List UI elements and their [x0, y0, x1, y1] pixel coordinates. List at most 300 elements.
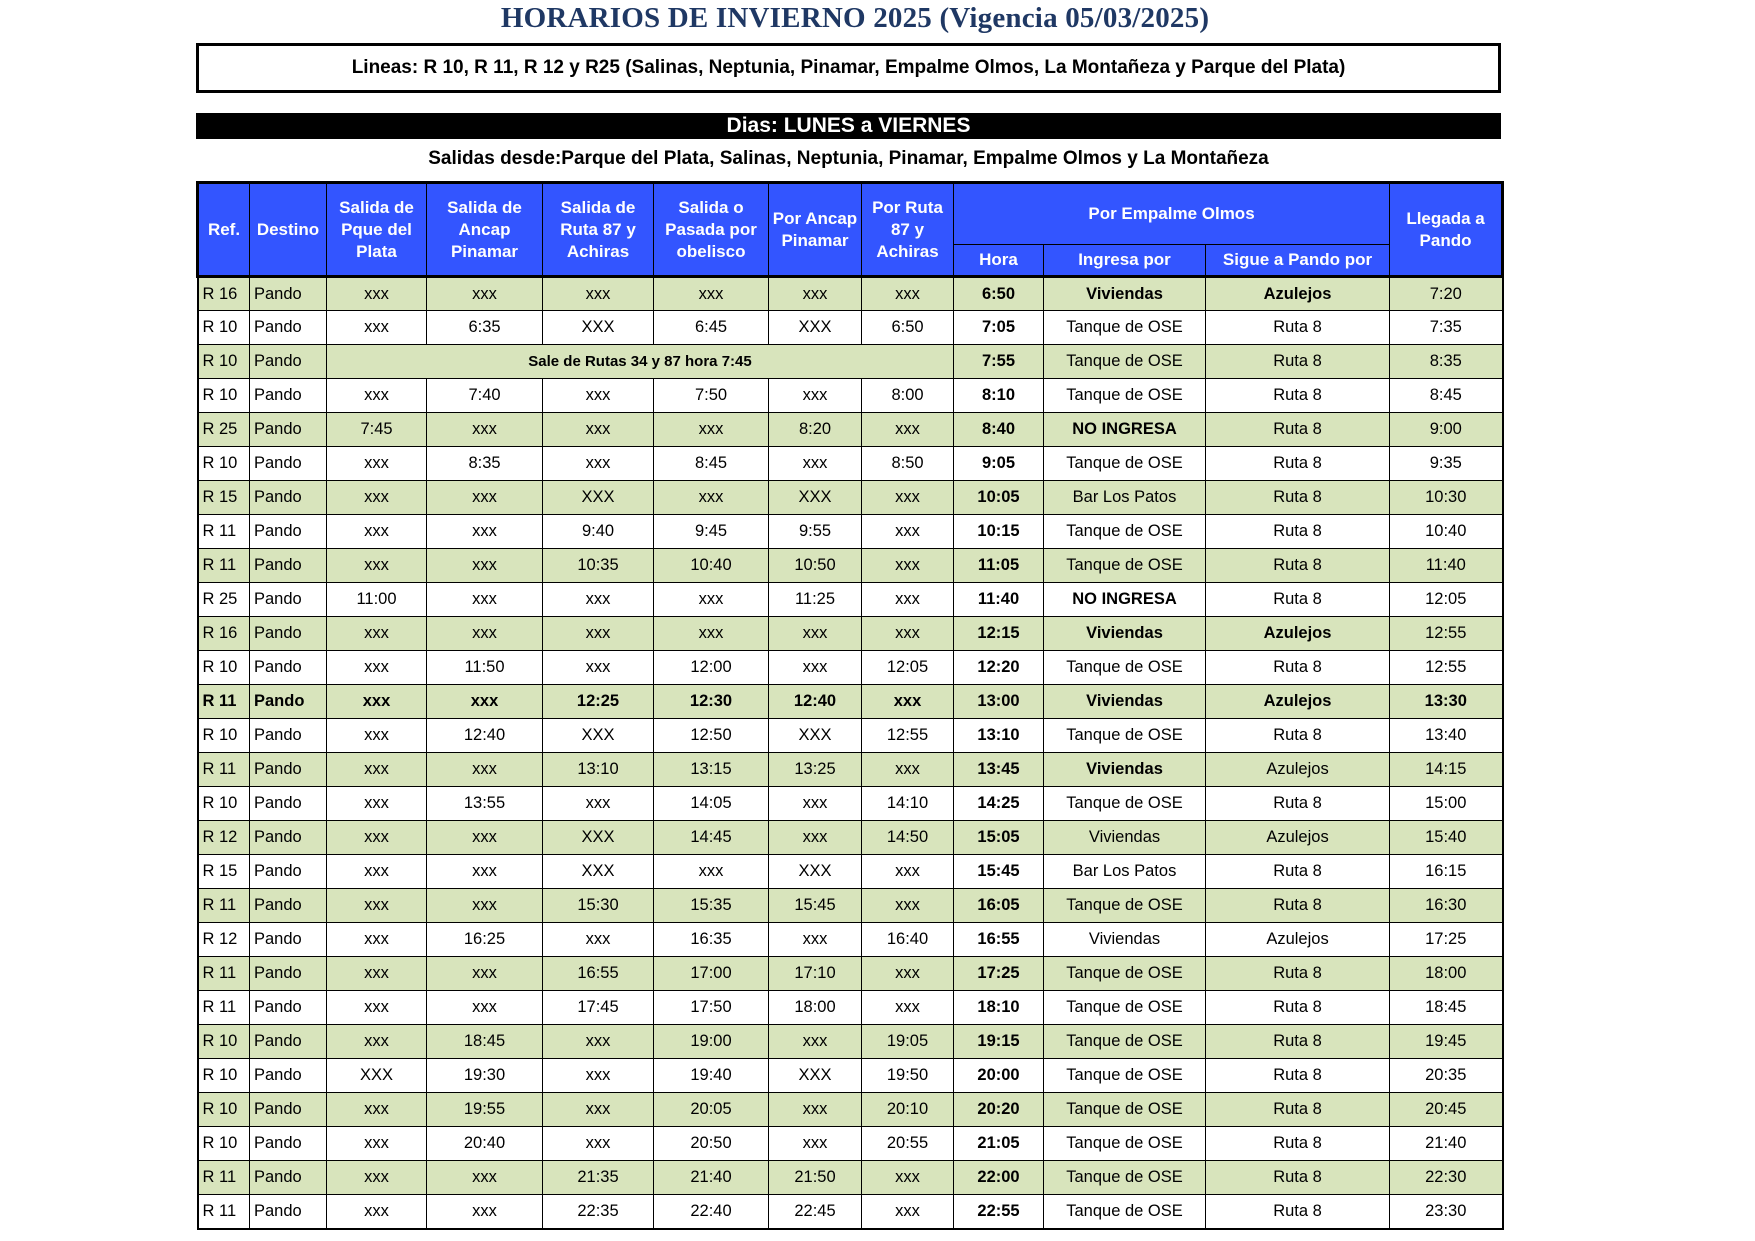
cell-destino: Pando	[250, 515, 327, 549]
cell-hora: 13:45	[954, 753, 1044, 787]
cell-hora: 19:15	[954, 1025, 1044, 1059]
cell-por-ancap: 10:50	[769, 549, 862, 583]
table-row	[198, 1093, 1503, 1127]
header-salida-pque: Salida de Pque del Plata	[327, 183, 427, 277]
cell-sigue: Ruta 8	[1206, 583, 1390, 617]
cell-destino: Pando	[250, 821, 327, 855]
cell-salida-pque: xxx	[327, 1093, 427, 1127]
table-row	[198, 447, 1503, 481]
header-llegada: Llegada a Pando	[1390, 183, 1503, 277]
cell-llegada: 22:30	[1390, 1161, 1503, 1195]
cell-destino: Pando	[250, 753, 327, 787]
header-obelisco: Salida o Pasada por obelisco	[654, 183, 769, 277]
cell-sigue: Ruta 8	[1206, 1025, 1390, 1059]
cell-obelisco: 8:45	[654, 447, 769, 481]
cell-sigue: Ruta 8	[1206, 311, 1390, 345]
cell-salida-ancap: xxx	[427, 889, 543, 923]
cell-hora: 9:05	[954, 447, 1044, 481]
header-ref: Ref.	[198, 183, 250, 277]
cell-ingresa: Tanque de OSE	[1044, 1059, 1206, 1093]
cell-salida-ruta87: XXX	[543, 311, 654, 345]
cell-sigue: Ruta 8	[1206, 515, 1390, 549]
cell-llegada: 13:40	[1390, 719, 1503, 753]
cell-sigue: Ruta 8	[1206, 957, 1390, 991]
cell-llegada: 10:40	[1390, 515, 1503, 549]
cell-obelisco: 19:00	[654, 1025, 769, 1059]
cell-salida-ancap: xxx	[427, 549, 543, 583]
cell-por-ruta87: xxx	[862, 991, 954, 1025]
table-body	[198, 277, 1503, 1229]
cell-destino: Pando	[250, 1195, 327, 1229]
cell-por-ruta87: xxx	[862, 515, 954, 549]
cell-por-ruta87: 19:50	[862, 1059, 954, 1093]
cell-sigue: Azulejos	[1206, 685, 1390, 719]
cell-llegada: 9:00	[1390, 413, 1503, 447]
cell-salida-pque: xxx	[327, 1025, 427, 1059]
cell-ingresa: Viviendas	[1044, 821, 1206, 855]
cell-destino: Pando	[250, 379, 327, 413]
cell-ref: R 10	[198, 719, 250, 753]
cell-salida-ruta87: xxx	[543, 1059, 654, 1093]
cell-salida-pque: xxx	[327, 855, 427, 889]
cell-por-ancap: 13:25	[769, 753, 862, 787]
header-por-ancap: Por Ancap Pinamar	[769, 183, 862, 277]
table-row	[198, 1195, 1503, 1229]
cell-ref: R 10	[198, 1127, 250, 1161]
cell-hora: 15:45	[954, 855, 1044, 889]
cell-por-ruta87: 6:50	[862, 311, 954, 345]
table-row	[198, 685, 1503, 719]
cell-hora: 11:05	[954, 549, 1044, 583]
cell-destino: Pando	[250, 311, 327, 345]
cell-llegada: 16:30	[1390, 889, 1503, 923]
cell-hora: 7:55	[954, 345, 1044, 379]
table-row	[198, 413, 1503, 447]
cell-destino: Pando	[250, 719, 327, 753]
cell-salida-pque: xxx	[327, 753, 427, 787]
cell-ingresa: Tanque de OSE	[1044, 991, 1206, 1025]
cell-obelisco: 20:50	[654, 1127, 769, 1161]
cell-destino: Pando	[250, 1025, 327, 1059]
cell-ingresa: Tanque de OSE	[1044, 957, 1206, 991]
cell-por-ruta87: 12:05	[862, 651, 954, 685]
cell-llegada: 19:45	[1390, 1025, 1503, 1059]
cell-salida-ruta87: 22:35	[543, 1195, 654, 1229]
cell-hora: 15:05	[954, 821, 1044, 855]
cell-ref: R 11	[198, 753, 250, 787]
cell-por-ruta87: xxx	[862, 685, 954, 719]
cell-ingresa: NO INGRESA	[1044, 583, 1206, 617]
cell-por-ruta87: 8:50	[862, 447, 954, 481]
cell-llegada: 15:00	[1390, 787, 1503, 821]
cell-ingresa: Tanque de OSE	[1044, 719, 1206, 753]
cell-por-ancap: xxx	[769, 1127, 862, 1161]
cell-ingresa: Tanque de OSE	[1044, 447, 1206, 481]
cell-por-ancap: 11:25	[769, 583, 862, 617]
cell-salida-ruta87: xxx	[543, 923, 654, 957]
cell-salida-ancap: xxx	[427, 821, 543, 855]
cell-destino: Pando	[250, 957, 327, 991]
cell-ref: R 12	[198, 821, 250, 855]
cell-salida-pque: xxx	[327, 1161, 427, 1195]
cell-hora: 16:05	[954, 889, 1044, 923]
cell-por-ancap: 9:55	[769, 515, 862, 549]
cell-ingresa: Tanque de OSE	[1044, 549, 1206, 583]
cell-obelisco: 20:05	[654, 1093, 769, 1127]
cell-sigue: Ruta 8	[1206, 345, 1390, 379]
cell-destino: Pando	[250, 855, 327, 889]
table-row	[198, 991, 1503, 1025]
cell-ref: R 10	[198, 1059, 250, 1093]
cell-salida-ancap: 11:50	[427, 651, 543, 685]
cell-ingresa: Viviendas	[1044, 277, 1206, 311]
cell-salida-ancap: xxx	[427, 991, 543, 1025]
table-row	[198, 549, 1503, 583]
cell-destino: Pando	[250, 481, 327, 515]
cell-por-ruta87: xxx	[862, 617, 954, 651]
table-row	[198, 1025, 1503, 1059]
cell-por-ancap: 15:45	[769, 889, 862, 923]
cell-salida-ancap: xxx	[427, 1161, 543, 1195]
cell-sigue: Ruta 8	[1206, 787, 1390, 821]
cell-ref: R 25	[198, 583, 250, 617]
cell-obelisco: 13:15	[654, 753, 769, 787]
cell-ref: R 25	[198, 413, 250, 447]
cell-salida-ancap: 18:45	[427, 1025, 543, 1059]
cell-por-ruta87: xxx	[862, 481, 954, 515]
table-row	[198, 515, 1503, 549]
table-row	[198, 311, 1503, 345]
cell-por-ruta87: 16:40	[862, 923, 954, 957]
cell-ingresa: Viviendas	[1044, 753, 1206, 787]
table-row	[198, 889, 1503, 923]
cell-salida-ruta87: XXX	[543, 855, 654, 889]
cell-obelisco: 17:50	[654, 991, 769, 1025]
cell-ref: R 11	[198, 549, 250, 583]
cell-salida-ruta87: xxx	[543, 1127, 654, 1161]
cell-salida-pque: xxx	[327, 787, 427, 821]
cell-llegada: 13:30	[1390, 685, 1503, 719]
cell-ref: R 15	[198, 481, 250, 515]
cell-llegada: 8:45	[1390, 379, 1503, 413]
cell-por-ancap: 21:50	[769, 1161, 862, 1195]
cell-salida-pque: xxx	[327, 447, 427, 481]
cell-obelisco: xxx	[654, 583, 769, 617]
cell-obelisco: 12:30	[654, 685, 769, 719]
cell-llegada: 14:15	[1390, 753, 1503, 787]
cell-salida-ruta87: xxx	[543, 379, 654, 413]
cell-destino: Pando	[250, 1059, 327, 1093]
cell-ref: R 11	[198, 1195, 250, 1229]
cell-ref: R 16	[198, 617, 250, 651]
cell-sigue: Ruta 8	[1206, 447, 1390, 481]
cell-salida-ancap: 13:55	[427, 787, 543, 821]
cell-sigue: Azulejos	[1206, 821, 1390, 855]
table-row	[198, 617, 1503, 651]
cell-llegada: 21:40	[1390, 1127, 1503, 1161]
cell-destino: Pando	[250, 277, 327, 311]
cell-por-ruta87: 20:10	[862, 1093, 954, 1127]
cell-ingresa: Bar Los Patos	[1044, 855, 1206, 889]
cell-hora: 21:05	[954, 1127, 1044, 1161]
lines-box	[196, 43, 1501, 93]
cell-hora: 7:05	[954, 311, 1044, 345]
cell-hora: 8:10	[954, 379, 1044, 413]
cell-sigue: Ruta 8	[1206, 991, 1390, 1025]
cell-ingresa: Tanque de OSE	[1044, 651, 1206, 685]
cell-salida-pque: xxx	[327, 923, 427, 957]
cell-obelisco: 17:00	[654, 957, 769, 991]
schedule-table	[196, 181, 1504, 1230]
table-row	[198, 719, 1503, 753]
cell-salida-pque: 11:00	[327, 583, 427, 617]
cell-salida-pque: xxx	[327, 277, 427, 311]
cell-ingresa: Bar Los Patos	[1044, 481, 1206, 515]
table-row	[198, 277, 1503, 311]
days-bar	[196, 113, 1501, 139]
cell-por-ancap: 12:40	[769, 685, 862, 719]
cell-ingresa: Tanque de OSE	[1044, 1195, 1206, 1229]
cell-hora: 22:00	[954, 1161, 1044, 1195]
cell-salida-pque: xxx	[327, 651, 427, 685]
cell-ref: R 11	[198, 991, 250, 1025]
cell-hora: 20:00	[954, 1059, 1044, 1093]
table-row	[198, 379, 1503, 413]
cell-hora: 12:15	[954, 617, 1044, 651]
cell-llegada: 11:40	[1390, 549, 1503, 583]
cell-llegada: 16:15	[1390, 855, 1503, 889]
cell-obelisco: xxx	[654, 617, 769, 651]
header-hora: Hora	[954, 245, 1044, 277]
cell-ingresa: Tanque de OSE	[1044, 1127, 1206, 1161]
cell-ingresa: Tanque de OSE	[1044, 889, 1206, 923]
cell-por-ancap: xxx	[769, 651, 862, 685]
cell-hora: 13:00	[954, 685, 1044, 719]
cell-obelisco: 12:00	[654, 651, 769, 685]
cell-hora: 12:20	[954, 651, 1044, 685]
cell-salida-pque: xxx	[327, 311, 427, 345]
cell-por-ancap: xxx	[769, 821, 862, 855]
cell-llegada: 7:20	[1390, 277, 1503, 311]
page-title: HORARIOS DE INVIERNO 2025 (Vigencia 05/03/2025)	[500, 2, 1210, 34]
cell-sigue: Ruta 8	[1206, 1195, 1390, 1229]
header-salida-ruta87: Salida de Ruta 87 y Achiras	[543, 183, 654, 277]
cell-ref: R 10	[198, 1093, 250, 1127]
cell-salida-ruta87: xxx	[543, 583, 654, 617]
cell-obelisco: 19:40	[654, 1059, 769, 1093]
cell-por-ancap: xxx	[769, 923, 862, 957]
header-empalme-olmos: Por Empalme Olmos	[954, 183, 1390, 245]
cell-llegada: 7:35	[1390, 311, 1503, 345]
cell-obelisco: 12:50	[654, 719, 769, 753]
cell-ref: R 11	[198, 1161, 250, 1195]
cell-ref: R 10	[198, 447, 250, 481]
cell-ref: R 10	[198, 787, 250, 821]
cell-ingresa: NO INGRESA	[1044, 413, 1206, 447]
cell-hora: 22:55	[954, 1195, 1044, 1229]
cell-ingresa: Viviendas	[1044, 685, 1206, 719]
cell-sigue: Ruta 8	[1206, 889, 1390, 923]
cell-sigue: Ruta 8	[1206, 855, 1390, 889]
cell-por-ruta87: 12:55	[862, 719, 954, 753]
cell-salida-ruta87: 10:35	[543, 549, 654, 583]
cell-destino: Pando	[250, 447, 327, 481]
cell-salida-ruta87: 16:55	[543, 957, 654, 991]
cell-sigue: Ruta 8	[1206, 1127, 1390, 1161]
cell-hora: 10:15	[954, 515, 1044, 549]
cell-hora: 10:05	[954, 481, 1044, 515]
cell-por-ancap: xxx	[769, 617, 862, 651]
cell-ref: R 11	[198, 957, 250, 991]
cell-por-ruta87: xxx	[862, 277, 954, 311]
cell-ingresa: Viviendas	[1044, 617, 1206, 651]
cell-hora: 18:10	[954, 991, 1044, 1025]
cell-salida-ancap: xxx	[427, 685, 543, 719]
cell-por-ancap: xxx	[769, 1025, 862, 1059]
cell-hora: 6:50	[954, 277, 1044, 311]
departures-subtitle: Salidas desde:Parque del Plata, Salinas, Neptunia, Pinamar, Empalme Olmos y La Montañeza	[428, 148, 1269, 169]
cell-llegada: 18:45	[1390, 991, 1503, 1025]
cell-sigue: Azulejos	[1206, 753, 1390, 787]
cell-por-ancap: XXX	[769, 481, 862, 515]
cell-ref: R 11	[198, 889, 250, 923]
cell-salida-ruta87: xxx	[543, 1025, 654, 1059]
cell-salida-ruta87: xxx	[543, 651, 654, 685]
cell-salida-pque: xxx	[327, 515, 427, 549]
cell-obelisco: 21:40	[654, 1161, 769, 1195]
cell-llegada: 20:35	[1390, 1059, 1503, 1093]
table-row	[198, 957, 1503, 991]
cell-destino: Pando	[250, 1093, 327, 1127]
cell-por-ruta87: xxx	[862, 1161, 954, 1195]
cell-salida-ancap: 20:40	[427, 1127, 543, 1161]
cell-salida-pque: xxx	[327, 481, 427, 515]
table-row	[198, 583, 1503, 617]
table-row	[198, 1059, 1503, 1093]
cell-ref: R 10	[198, 345, 250, 379]
table-row	[198, 651, 1503, 685]
cell-obelisco: 22:40	[654, 1195, 769, 1229]
cell-obelisco: 16:35	[654, 923, 769, 957]
cell-sigue: Ruta 8	[1206, 1161, 1390, 1195]
cell-obelisco: 9:45	[654, 515, 769, 549]
cell-hora: 11:40	[954, 583, 1044, 617]
cell-destino: Pando	[250, 617, 327, 651]
cell-sigue: Ruta 8	[1206, 379, 1390, 413]
cell-sigue: Ruta 8	[1206, 1093, 1390, 1127]
cell-salida-ruta87: XXX	[543, 719, 654, 753]
cell-salida-ancap: xxx	[427, 753, 543, 787]
lines-text: Lineas: R 10, R 11, R 12 y R25 (Salinas, Neptunia, Pinamar, Empalme Olmos, La Montañeza y Parque del Plata)	[351, 57, 1346, 78]
cell-por-ancap: 8:20	[769, 413, 862, 447]
cell-por-ruta87: 14:50	[862, 821, 954, 855]
cell-destino: Pando	[250, 1161, 327, 1195]
cell-sigue: Ruta 8	[1206, 413, 1390, 447]
cell-salida-ruta87: xxx	[543, 413, 654, 447]
table-row	[198, 1127, 1503, 1161]
cell-por-ruta87: xxx	[862, 889, 954, 923]
cell-salida-ancap: xxx	[427, 481, 543, 515]
cell-sigue: Ruta 8	[1206, 481, 1390, 515]
cell-por-ruta87: xxx	[862, 1195, 954, 1229]
cell-salida-ruta87: 13:10	[543, 753, 654, 787]
cell-salida-pque: xxx	[327, 889, 427, 923]
table-row	[198, 821, 1503, 855]
cell-por-ancap: xxx	[769, 787, 862, 821]
cell-ingresa: Tanque de OSE	[1044, 515, 1206, 549]
cell-note: Sale de Rutas 34 y 87 hora 7:45	[327, 345, 954, 379]
cell-obelisco: 15:35	[654, 889, 769, 923]
cell-salida-pque: 7:45	[327, 413, 427, 447]
cell-llegada: 10:30	[1390, 481, 1503, 515]
table-row	[198, 787, 1503, 821]
cell-llegada: 12:55	[1390, 617, 1503, 651]
cell-salida-ancap: 7:40	[427, 379, 543, 413]
cell-salida-ruta87: 21:35	[543, 1161, 654, 1195]
cell-salida-ancap: 12:40	[427, 719, 543, 753]
cell-hora: 14:25	[954, 787, 1044, 821]
cell-ingresa: Tanque de OSE	[1044, 1025, 1206, 1059]
header-sigue: Sigue a Pando por	[1206, 245, 1390, 277]
cell-por-ancap: XXX	[769, 855, 862, 889]
cell-llegada: 17:25	[1390, 923, 1503, 957]
cell-destino: Pando	[250, 685, 327, 719]
cell-obelisco: 6:45	[654, 311, 769, 345]
cell-obelisco: 14:45	[654, 821, 769, 855]
cell-sigue: Ruta 8	[1206, 651, 1390, 685]
cell-obelisco: xxx	[654, 277, 769, 311]
cell-obelisco: 7:50	[654, 379, 769, 413]
cell-por-ruta87: xxx	[862, 855, 954, 889]
cell-por-ancap: 17:10	[769, 957, 862, 991]
cell-llegada: 12:05	[1390, 583, 1503, 617]
cell-salida-ancap: xxx	[427, 957, 543, 991]
cell-salida-ancap: xxx	[427, 617, 543, 651]
cell-destino: Pando	[250, 991, 327, 1025]
cell-ref: R 11	[198, 515, 250, 549]
cell-destino: Pando	[250, 889, 327, 923]
cell-salida-pque: xxx	[327, 719, 427, 753]
header-destino: Destino	[250, 183, 327, 277]
cell-salida-ancap: xxx	[427, 413, 543, 447]
cell-sigue: Azulejos	[1206, 277, 1390, 311]
cell-salida-ruta87: 17:45	[543, 991, 654, 1025]
header-salida-ancap: Salida de Ancap Pinamar	[427, 183, 543, 277]
cell-salida-pque: xxx	[327, 1127, 427, 1161]
cell-por-ancap: xxx	[769, 447, 862, 481]
cell-salida-ruta87: XXX	[543, 821, 654, 855]
cell-llegada: 23:30	[1390, 1195, 1503, 1229]
cell-por-ruta87: xxx	[862, 413, 954, 447]
cell-por-ruta87: 20:55	[862, 1127, 954, 1161]
cell-salida-pque: XXX	[327, 1059, 427, 1093]
cell-por-ruta87: 14:10	[862, 787, 954, 821]
cell-salida-ancap: 8:35	[427, 447, 543, 481]
cell-obelisco: xxx	[654, 413, 769, 447]
cell-salida-ancap: xxx	[427, 277, 543, 311]
cell-sigue: Ruta 8	[1206, 1059, 1390, 1093]
table-row	[198, 923, 1503, 957]
cell-ingresa: Tanque de OSE	[1044, 311, 1206, 345]
cell-salida-pque: xxx	[327, 821, 427, 855]
cell-ref: R 10	[198, 651, 250, 685]
cell-ref: R 15	[198, 855, 250, 889]
cell-destino: Pando	[250, 413, 327, 447]
cell-obelisco: 10:40	[654, 549, 769, 583]
table-row	[198, 855, 1503, 889]
cell-salida-ruta87: xxx	[543, 787, 654, 821]
cell-salida-pque: xxx	[327, 379, 427, 413]
